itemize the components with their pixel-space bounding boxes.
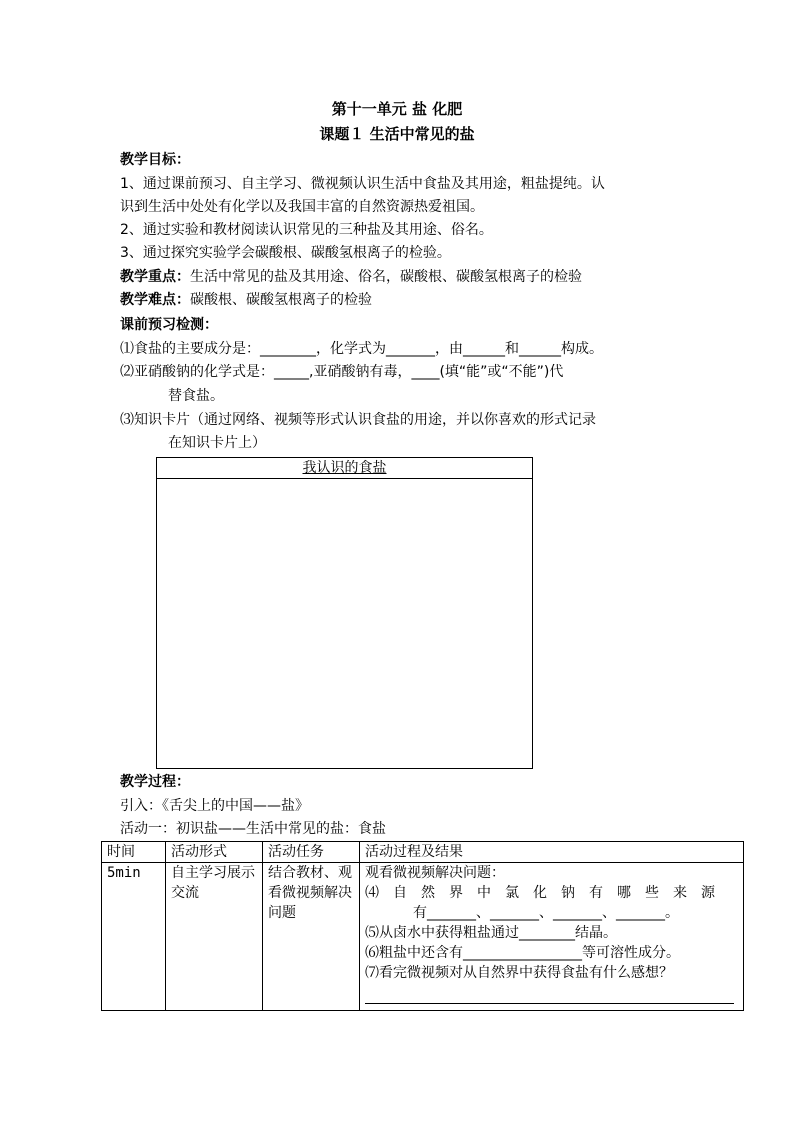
- preview-question-3: ⑶知识卡片（通过网络、视频等形式认识食盐的用途，并以你喜欢的形式记录: [120, 412, 596, 428]
- answer-line[interactable]: [365, 983, 734, 1004]
- objective-item: 3、通过探究实验学会碳酸根、碳酸氢根离子的检验。: [120, 245, 451, 261]
- cell-result: [360, 863, 744, 1011]
- key-points-text: 生活中常见的盐及其用途、俗名，碳酸根、碳酸氢根离子的检验: [190, 269, 582, 285]
- preview-question-2-cont: 替食盐。: [168, 388, 224, 404]
- key-points-label: 教学重点：: [120, 269, 190, 285]
- activity-one-title: 活动一：初识盐——生活中常见的盐：食盐: [120, 821, 386, 837]
- unit-title: 第十一单元 盐 化肥: [331, 100, 463, 118]
- objectives-heading: 教学目标：: [120, 152, 190, 168]
- key-points: [120, 267, 582, 287]
- knowledge-card: [156, 457, 533, 769]
- process-heading: 教学过程：: [120, 774, 190, 790]
- table-header-row: [102, 842, 744, 863]
- preview-question-3-cont: 在知识卡片上）: [168, 435, 266, 451]
- preview-question-2: ⑵亚硝酸钠的化学式是：_____,亚硝酸钠有毒，____(填“能”或“不能”)代: [120, 364, 564, 380]
- column-header-task: 活动任务: [263, 842, 360, 863]
- objective-item: 1、通过课前预习、自主学习、微视频认识生活中食盐及其用途，粗盐提纯。认: [120, 176, 605, 192]
- cell-form: 自主学习展示交流: [166, 863, 263, 1011]
- process-intro: 引入：《舌尖上的中国——盐》: [120, 798, 309, 814]
- preview-question-1: ⑴食盐的主要成分是：________，化学式为_______，由______和______构成。: [120, 341, 603, 357]
- table-row: [102, 863, 744, 1011]
- result-intro: 观看微视频解决问题：: [365, 865, 505, 881]
- column-header-time: 时间: [102, 842, 166, 863]
- cell-task: 结合教材、观看微视频解决问题: [263, 863, 360, 1011]
- column-header-form: 活动形式: [166, 842, 263, 863]
- lesson-title: 课题１ 生活中常见的盐: [319, 125, 475, 143]
- column-header-result: 活动过程及结果: [360, 842, 744, 863]
- activity-table: [101, 841, 744, 1011]
- knowledge-card-header: [157, 458, 532, 479]
- result-question-5: ⑸从卤水中获得粗盐通过________结晶。: [365, 925, 617, 941]
- result-question-4: ⑷自然界中氯化钠有哪些来源: [365, 885, 729, 901]
- difficult-points-label: 教学难点：: [120, 292, 190, 308]
- difficult-points-text: 碳酸根、碳酸氢根离子的检验: [190, 292, 372, 308]
- objective-item: 2、通过实验和教材阅读认识常见的三种盐及其用途、俗名。: [120, 222, 493, 238]
- result-question-6: ⑹粗盐中还含有_________________等可溶性成分。: [365, 945, 680, 961]
- knowledge-card-title: 我认识的食盐: [302, 460, 387, 476]
- difficult-points: [120, 290, 372, 310]
- preview-heading: 课前预习检测：: [120, 317, 218, 333]
- result-question-4-cont: 有_______、_______、_______、_______。: [413, 905, 679, 921]
- result-question-7: ⑺看完微视频对从自然界中获得食盐有什么感想？: [365, 965, 673, 981]
- cell-time: 5min: [102, 863, 166, 1011]
- objective-item: 识到生活中处处有化学以及我国丰富的自然资源热爱祖国。: [120, 199, 484, 215]
